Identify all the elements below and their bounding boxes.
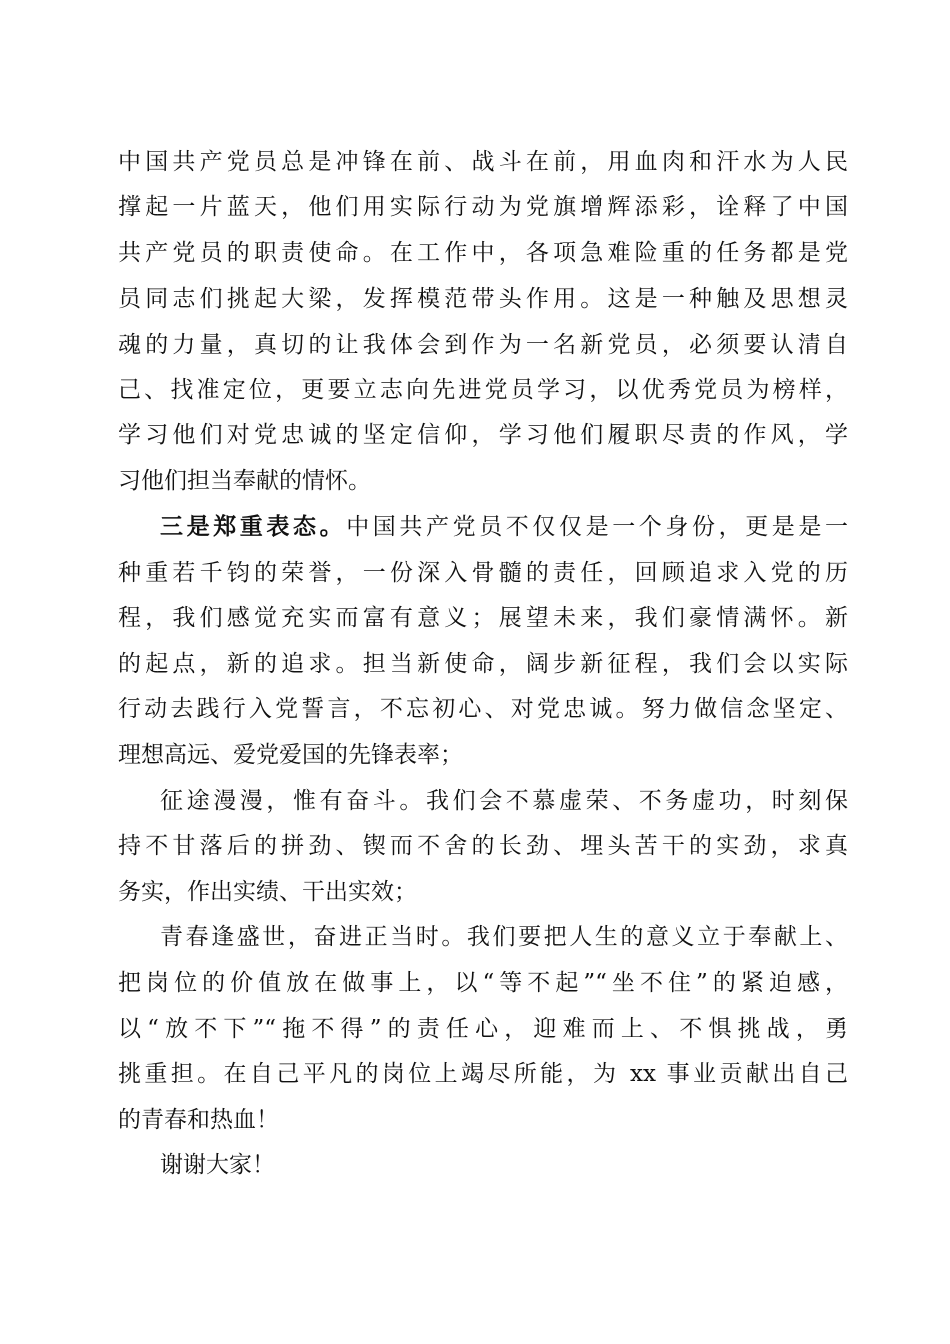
paragraph-2-line-1 [160, 507, 848, 547]
paragraph-1-line-3: 共产党员的职责使命。在工作中，各项急难险重的任务都是党 [118, 240, 848, 266]
paragraph-2-line-4: 的起点，新的追求。担当新使命，阔步新征程，我们会以实际 [118, 651, 848, 677]
paragraph-1-line-4: 员同志们挑起大梁，发挥模范带头作用。这是一种触及思想灵 [118, 286, 848, 312]
paragraph-1-line-1: 中国共产党员总是冲锋在前、战斗在前，用血肉和汗水为人民 [118, 149, 848, 175]
paragraph-1-line-7: 学习他们对党忠诚的坚定信仰，学习他们履职尽责的作风，学 [118, 422, 848, 448]
paragraph-1-line-2: 撑起一片蓝天，他们用实际行动为党旗增辉添彩，诠释了中国 [118, 194, 848, 220]
paragraph-2-line-6: 理想高远、爱党爱国的先锋表率； [118, 742, 463, 768]
paragraph-2-line-2: 种重若千钧的荣誉，一份深入骨髓的责任，回顾追求入党的历 [118, 560, 848, 586]
paragraph-1-line-6: 己、找准定位，更要立志向先进党员学习，以优秀党员为榜样， [118, 377, 848, 403]
paragraph-4-line-4: 挑重担。在自己平凡的岗位上竭尽所能，为 xx 事业贡献出自己 [118, 1061, 848, 1087]
paragraph-2-heading: 三是郑重表态。 [160, 513, 347, 540]
paragraph-4-line-3: 以“放不下”“拖不得”的责任心，迎难而上、不惧挑战，勇 [118, 1016, 848, 1042]
paragraph-2-line-5: 行动去践行入党誓言，不忘初心、对党忠诚。努力做信念坚定、 [118, 696, 848, 722]
paragraph-4-line-5: 的青春和热血！ [118, 1107, 279, 1133]
paragraph-3-line-1: 征途漫漫，惟有奋斗。我们会不慕虚荣、不务虚功，时刻保 [160, 788, 848, 814]
paragraph-4-line-1: 青春逢盛世，奋进正当时。我们要把人生的意义立于奉献上、 [160, 924, 848, 950]
paragraph-1-line-8: 习他们担当奉献的情怀。 [118, 468, 371, 494]
paragraph-3-line-2: 持不甘落后的拼劲、锲而不舍的长劲、埋头苦干的实劲，求真 [118, 833, 848, 859]
paragraph-1-line-5: 魂的力量，真切的让我体会到作为一名新党员，必须要认清自 [118, 332, 848, 358]
paragraph-4-line-2: 把岗位的价值放在做事上，以“等不起”“坐不住”的紧迫感， [118, 970, 848, 996]
paragraph-2-first-line-text: 中国共产党员不仅仅是一个身份，更是是一 [346, 514, 849, 540]
paragraph-2-line-3: 程，我们感觉充实而富有意义；展望未来，我们豪情满怀。新 [118, 605, 848, 631]
closing-text: 谢谢大家！ [160, 1152, 275, 1178]
paragraph-3-line-3: 务实，作出实绩、干出实效； [118, 879, 417, 905]
